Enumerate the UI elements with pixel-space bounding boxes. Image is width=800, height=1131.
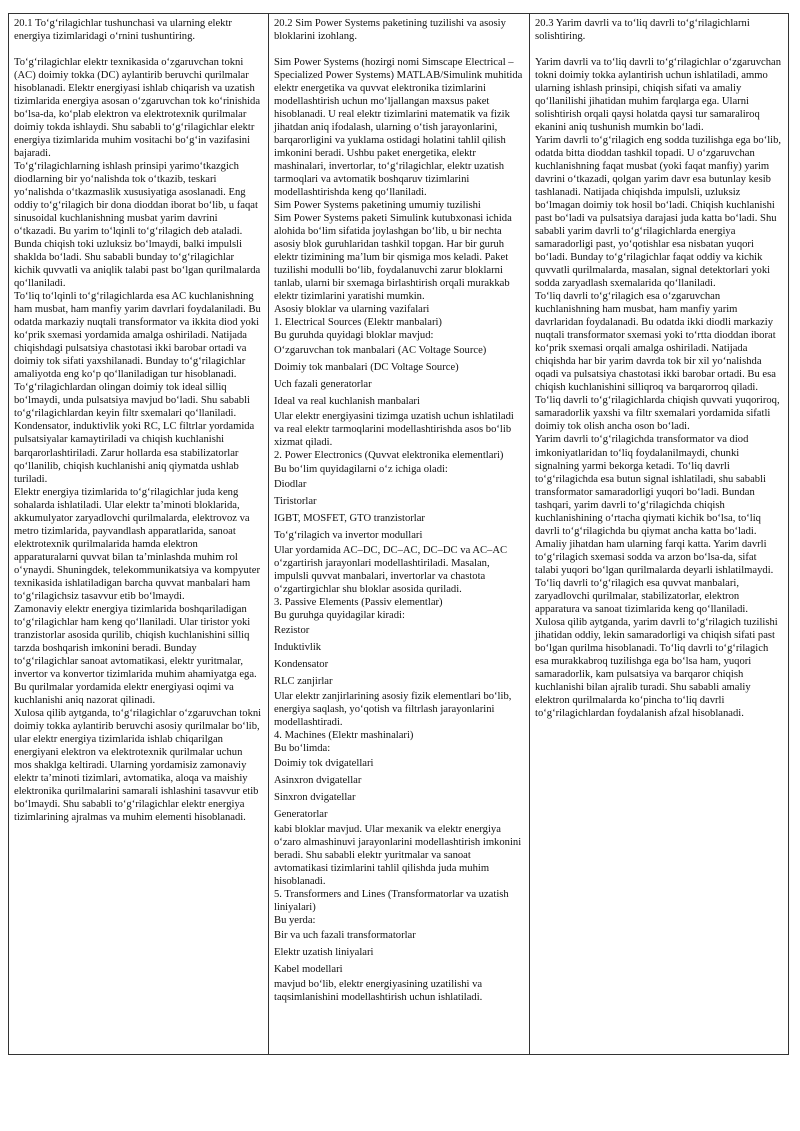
list-item: Doimiy tok dvigatellari (274, 757, 374, 769)
paragraph: Bu guruhga quyidagilar kiradi: (274, 609, 405, 621)
list-item: Tiristorlar (274, 495, 317, 507)
paragraph: Bu bo‘limda: (274, 742, 331, 754)
column-body (14, 56, 262, 824)
paragraph: Bu guruhda quyidagi bloklar mavjud: (274, 330, 434, 342)
paragraph: To‘g‘rilagichlar elektr texnikasida o‘zgaruvchan tokni (AC) doimiy tokka (DC) aylantirib beruvchi qurilmalar hisoblanadi. Elektr energiyasi ishlab chiqarish va uzatish tizimlarida energiya asosan o‘zgaruvchan tok ko‘rinishida bo‘lsa-da, ko‘plab elektron va elektrotexnik qurilmalar doimiy tokda ishlaydi. Shu sababli to‘g‘rilagichlar elektr energiya tizimlarida muhim vositachi bo‘g‘in vazifasini bajaradi. (14, 57, 261, 160)
paragraph: mavjud bo‘lib, elektr energiyasining uzatilishi va taqsimlanishini modellashtirish uchun ishlatiladi. (274, 979, 483, 1004)
column-body (274, 56, 523, 1004)
paragraph: To‘liq davrli to‘g‘rilagich esa o‘zgaruvchan kuchlanishning ham musbat, ham manfiy yarim davrlaridan foydalanadi. Bu odatda ikki diodli markaziy nuqtali transformator sxemasi yoki to‘rtta dioddan iborat ko‘prik sxemasi orqali amalga oshiriladi. Natijada chiqishda har bir yarim davrda tok bir xil yo‘nalishda oqadi va pulsatsiya chastotasi ikki barobar ortadi. Bu esa chiqish kuchlanishini silliqroq va barqarorroq qiladi. To‘liq davrli to‘g‘rilagichlarda chiqish quvvati yuqoriroq, samaradorlik yaxshi va filtr sxemalari yordamida sifatli doimiy tok olish ancha oson bo‘ladi. (535, 291, 780, 433)
paragraph: Sim Power Systems (hozirgi nomi Simscape Electrical – Specialized Power Systems) MATLAB/Simulink muhitida elektr energetika va quvvat elektronika tizimlarini modellashtirish uchun mo‘ljallangan maxsus paket hisoblanadi. U real elektr tizimlarini matematik va fizik jihatdan aniq ifodalash, ularning o‘tish jarayonlarini, barqarorligini va yuklama ostidagi holatini tahlil qilish imkonini beradi. Ushbu paket energetika, elektr mashinalari, invertorlar, to‘g‘rilagichlar, elektr uzatish tarmoqlari va avtomatik boshqaruv tizimlarini modellashtirishda keng qo‘llaniladi. (274, 57, 523, 199)
paragraph: To‘g‘rilagichlarning ishlash prinsipi yarimo‘tkazgich diodlarning bir yo‘nalishda tok o‘tkazib, teskari yo‘nalishda o‘tkazmaslik xususiyatiga asoslanadi. Eng oddiy to‘g‘rilagich bir dona dioddan iborat bo‘lib, u faqat sinusoidal kuchlanishning musbat yarim davrini o‘tkazadi. Bu yarim to‘lqinli to‘g‘rilagich deb ataladi. Bunda chiqish toki uzluksiz bo‘lmaydi, balki impulsli shaklda bo‘ladi. Shu sababli bunday to‘g‘rilagichlar kichik quvvatli va aniqlik talabi past bo‘lgan qurilmalarda qo‘llaniladi. (14, 161, 261, 290)
list-item: Uch fazali generatorlar (274, 379, 372, 391)
paragraph: Xulosa qilib aytganda, to‘g‘rilagichlar o‘zgaruvchan tokni doimiy tokka aylantirib beruvchi asosiy qurilmalar bo‘lib, ular elektr energiya tizimlarida ishlab chiqarilgan energiyani elektron va elektrotexnik qurilmalar uchun mos shaklga keltiradi. Ularning yordamisiz zamonaviy elektr ta’minoti tizimlari, avtomatika, aloqa va maishiy elektronika qurilmalarini samarali ishlashini tasavvur etib bo‘lmaydi. Shu sababli to‘g‘rilagichlar elektr energiya tizimlarining ajralmas va muhim elementi hisoblanadi. (14, 707, 262, 823)
column-title: 20.3 Yarim davrli va to‘liq davrli to‘g‘rilagichlarni solishtiring. (535, 18, 750, 43)
column-rectifier-comparison (529, 14, 788, 1054)
list-item: Asinxron dvigatellar (274, 774, 362, 786)
column-sim-power-systems (268, 14, 529, 1054)
paragraph: Elektr energiya tizimlarida to‘g‘rilagichlar juda keng sohalarda ishlatiladi. Ular elektr ta’minoti bloklarida, akkumulyator zaryadlovchi qurilmalarda, elektrovoz va metro tizimlarida, payvandlash apparatlarida, sanoat elektrotexnik qurilmalarida hamda elektron apparaturalarni quvvat bilan ta’minlashda muhim rol o‘ynaydi. Shuningdek, telekommunikatsiya va kompyuter texnikasida ishlatiladigan barcha quvvat manbalari ham to‘g‘rilagichsiz tasavvur etib bo‘lmaydi. (14, 486, 260, 602)
paragraph: 1. Electrical Sources (Elektr manbalari) (274, 317, 442, 329)
column-body (535, 56, 782, 720)
list-item: Kondensator (274, 658, 329, 670)
list-item: Kabel modellari (274, 964, 343, 976)
paragraph: Sim Power Systems paketining umumiy tuzilishi (274, 200, 481, 212)
document-table (8, 13, 789, 1055)
list-item: Rezistor (274, 624, 310, 636)
list-item: To‘g‘rilagich va invertor modullari (274, 529, 423, 541)
paragraph: Zamonaviy elektr energiya tizimlarida boshqariladigan to‘g‘rilagichlar ham keng qo‘llaniladi. Ular tiristor yoki tranzistorlar asosida qurilib, chiqish kuchlanishini silliq tarzda boshqarish imkonini beradi. Bunday to‘g‘rilagichlar sanoat avtomatikasi, elektr yuritmalar, invertor va konvertor tizimlarida muhim ahamiyatga ega. Bu qurilmalar yordamida elektr energiyasi oqimi va kuchlanishi aniq nazorat qilinadi. (14, 603, 257, 706)
paragraph: Yarim davrli va to‘liq davrli to‘g‘rilagichlar o‘zgaruvchan tokni doimiy tokka aylantirish uchun ishlatiladi, ammo ularning ishlash prinsipi, chiqish sifati va amaliy qo‘llanilishi jihatidan muhim farqlarga ega. Ularni solishtirish orqali qaysi holatda qaysi tur samaraliroq ekanini aniq tushunish mumkin bo‘ladi. (535, 57, 782, 134)
list-item: Elektr uzatish liniyalari (274, 947, 374, 959)
paragraph: Asosiy bloklar va ularning vazifalari (274, 304, 430, 316)
paragraph: Xulosa qilib aytganda, yarim davrli to‘g‘rilagich tuzilishi jihatidan oddiy, lekin samaradorligi va chiqish sifati past bo‘lgan qurilma hisoblanadi. To‘liq davrli to‘g‘rilagich esa murakkabroq tuzilishga ega bo‘lsa ham, yuqori samaradorlik, kam pulsatsiya va barqaror chiqish kuchlanishi bilan ajralib turadi. Shu sababli amaliy elektron qurilmalarda ko‘pincha to‘liq davrli to‘g‘rilagichlardan foydalanish afzal hisoblanadi. (535, 616, 778, 719)
list-item: RLC zanjirlar (274, 675, 333, 687)
column-title: 20.1 To‘g‘rilagichlar tushunchasi va ularning elektr energiya tizimlaridagi o‘rnini tushuntiring. (14, 18, 232, 43)
list-item: Induktivlik (274, 641, 322, 653)
list-item: Doimiy tok manbalari (DC Voltage Source) (274, 362, 459, 374)
list-item: IGBT, MOSFET, GTO tranzistorlar (274, 512, 425, 524)
paragraph: Bu bo‘lim quyidagilarni o‘z ichiga oladi: (274, 463, 448, 475)
paragraph: 4. Machines (Elektr mashinalari) (274, 729, 414, 741)
list-item: Diodlar (274, 478, 307, 490)
column-title: 20.2 Sim Power Systems paketining tuzilishi va asosiy bloklarini izohlang. (274, 18, 506, 43)
list-item: Ideal va real kuchlanish manbalari (274, 396, 420, 408)
paragraph: Ular elektr energiyasini tizimga uzatish uchun ishlatiladi va real elektr tarmoqlarini modellashtirishda asos bo‘lib xizmat qiladi. (274, 411, 514, 449)
list-item: Bir va uch fazali transformatorlar (274, 930, 416, 941)
paragraph: 2. Power Electronics (Quvvat elektronika elementlari) (274, 450, 504, 462)
paragraph: To‘g‘rilagichlardan olingan doimiy tok ideal silliq bo‘lmaydi, unda pulsatsiya mavjud bo‘ladi. Shu sababli to‘g‘rilagichlardan keyin filtr sxemalari qo‘llaniladi. Kondensator, induktivlik yoki RC, LC filtrlar yordamida pulsatsiyalar kamaytiriladi va chiqish kuchlanishi barqarorlashtiriladi. Zarur hollarda esa stabilizatorlar qo‘llanilib, chiqish kuchlanishi aniq qiymatda ushlab turiladi. (14, 382, 255, 485)
paragraph: 5. Transformers and Lines (Transformatorlar va uzatish liniyalari) (274, 888, 509, 913)
paragraph: Bu yerda: (274, 914, 316, 926)
paragraph: Yarim davrli to‘g‘rilagichda transformator va diod imkoniyatlaridan to‘liq foydalanilmaydi, chunki signalning yarmi bekorga ketadi. To‘liq davrli to‘g‘rilagichda esa butun signal ishlatiladi, shu sababli transformator samaradorligi yuqori bo‘ladi. Bundan tashqari, yarim davrli to‘g‘rilagichda chiqish kuchlanishining o‘rtacha qiymati kichik bo‘lsa, to‘liq davrli to‘g‘rilagichda bu qiymat ancha katta bo‘ladi. (535, 434, 766, 537)
paragraph: Sim Power Systems paketi Simulink kutubxonasi ichida alohida bo‘lim sifatida joylashgan bo‘lib, u bir nechta asosiy blok guruhlaridan tashkil topgan. Har bir guruh elektr tizimining ma’lum bir qismiga mos keladi. Paket tuzilishi modulli bo‘lib, foydalanuvchi zarur bloklarni tanlab, ularni bir sxemaga birlashtirish orqali murakkab elektr tizimlarini yaratishi mumkin. (274, 213, 512, 303)
paragraph: Ular elektr zanjirlarining asosiy fizik elementlari bo‘lib, energiya saqlash, yo‘qotish va filtrlash jarayonlarini modellashtiradi. (274, 690, 512, 728)
list-item: Sinxron dvigatellar (274, 791, 356, 803)
paragraph: To‘liq to‘lqinli to‘g‘rilagichlarda esa AC kuchlanishning ham musbat, ham manfiy yarim davrlari foydalaniladi. Bu odatda markaziy nuqtali transformator va ikkita diod yoki ko‘prik sxemasi yordamida amalga oshiriladi. Natijada chiqishdagi pulsatsiya chastotasi ikki barobar ortadi va doimiy tok sifati yaxshilanadi. Bunday to‘g‘rilagichlar amaliyotda eng ko‘p qo‘llaniladigan tur hisoblanadi. (14, 291, 261, 381)
list-item: Generatorlar (274, 808, 328, 820)
list-item: O‘zgaruvchan tok manbalari (AC Voltage Source) (274, 345, 487, 357)
paragraph: Ular yordamida AC–DC, DC–AC, DC–DC va AC–AC o‘zgartirish jarayonlari modellashtiriladi. Masalan, impulsli quvvat manbalari, invertorlar va chastota o‘zgartirgichlar shu bloklar asosida quriladi. (274, 544, 508, 595)
column-rectifier-concept (9, 14, 268, 1054)
paragraph: Amaliy jihatdan ham ularning farqi katta. Yarim davrli to‘g‘rilagich sxemasi sodda va arzon bo‘lsa-da, sifat talabi yuqori bo‘lgan qurilmalarda deyarli ishlatilmaydi. To‘liq davrli to‘g‘rilagich esa quvvat manbalari, zaryadlovchi qurilmalar, stabilizatorlar, elektron apparatura va sanoat tizimlarida keng qo‘llaniladi. (535, 538, 774, 615)
paragraph: kabi bloklar mavjud. Ular mexanik va elektr energiya o‘zaro almashinuvi jarayonlarini modellashtirish imkonini beradi. Shu sababli elektr yuritmalar va sanoat avtomatikasi tizimlarini tahlil qilishda juda muhim hisoblanadi. (274, 823, 522, 887)
paragraph: Yarim davrli to‘g‘rilagich eng sodda tuzilishga ega bo‘lib, odatda bitta dioddan tashkil topadi. U o‘zgaruvchan kuchlanishning faqat musbat (yoki faqat manfiy) yarim davrini o‘tkazadi, qolgan yarim davr esa butunlay kesib tashlanadi. Natijada chiqishda impulsli, uzluksiz bo‘lmagan doimiy tok hosil bo‘ladi. Chiqish kuchlanishi past bo‘ladi va pulsatsiya darajasi juda katta bo‘ladi. Shu sababli yarim davrli to‘g‘rilagichlarda energiya samaradorligi past, yo‘qotishlar esa nisbatan yuqori bo‘ladi. Bunday to‘g‘rilagichlar faqat oddiy va kichik quvvatli qurilmalarda, masalan, signal detektorlari yoki sodda zaryadlash sxemalarida qo‘llaniladi. (535, 135, 782, 290)
paragraph: 3. Passive Elements (Passiv elementlar) (274, 596, 443, 608)
